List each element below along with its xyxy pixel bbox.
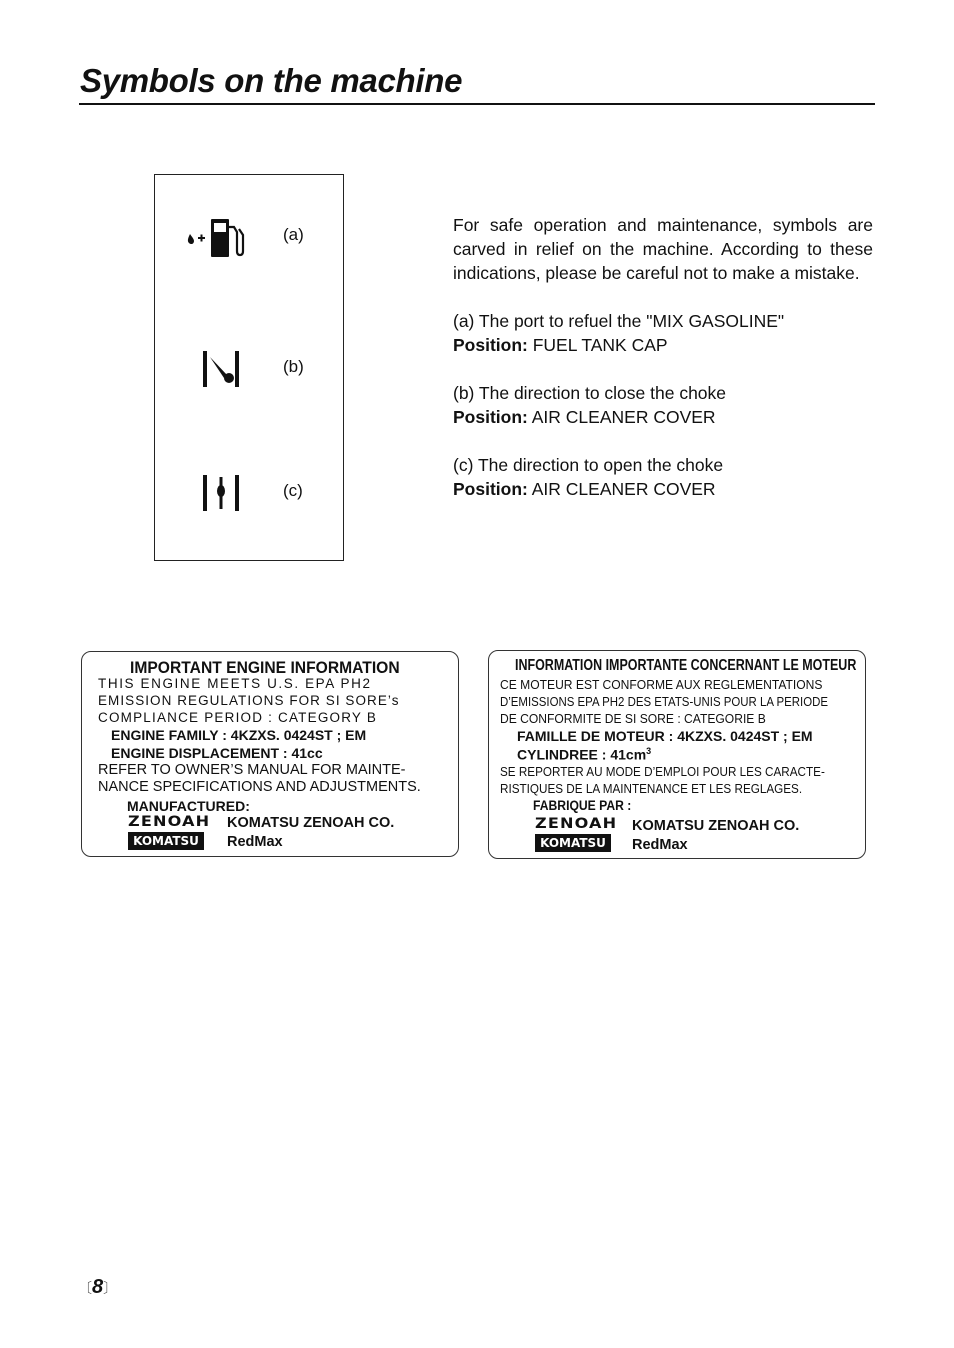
page-title: Symbols on the machine: [80, 62, 463, 99]
brand-name: RedMax: [632, 837, 688, 853]
item-b-position: [453, 405, 873, 429]
symbol-label-c: (c): [283, 481, 303, 500]
engine-info-label-en: [81, 651, 459, 857]
engine-info-label-fr: [488, 650, 866, 859]
label-refer-line: SE REPORTER AU MODE D’EMPLOI POUR LES CARACTE-: [500, 764, 825, 779]
title-rule: [79, 103, 875, 105]
label-line: CE MOTEUR EST CONFORME AUX REGLEMENTATIONS: [500, 677, 823, 692]
engine-displacement: CYLINDREE : $41cm^3$: [517, 746, 652, 763]
engine-displacement: ENGINE DISPLACEMENT : 41cc: [111, 745, 323, 761]
label-line: THIS ENGINE MEETS U.S. EPA PH2: [98, 676, 372, 691]
fuel-mix-icon: [185, 215, 247, 261]
symbol-label-b: (b): [283, 357, 304, 376]
item-a-text: (a) The port to refuel the "MIX GASOLINE": [453, 311, 785, 331]
label-line: D’EMISSIONS EPA PH2 DES ETATS-UNIS POUR LA PERIODE: [500, 694, 829, 709]
zenoah-logo: ZENOAH: [535, 816, 618, 832]
item-b-text: (b) The direction to close the choke: [453, 383, 727, 403]
company-name: KOMATSU ZENOAH CO.: [632, 818, 800, 834]
zenoah-logo: ZENOAH: [128, 814, 211, 830]
position-label: Position:: [453, 335, 528, 355]
item-c-text: (c) The direction to open the choke: [453, 455, 724, 475]
intro-paragraph: For safe operation and maintenance, symbols are carved in relief on the machine. According to these indications, please be careful not to make a mistake.: [453, 215, 873, 283]
manufactured-label: MANUFACTURED:: [127, 798, 250, 814]
komatsu-logo: KOMATSU: [535, 834, 611, 852]
position-value: FUEL TANK CAP: [527, 335, 668, 355]
symbol-label-a: (a): [283, 225, 304, 244]
label-refer-line: RISTIQUES DE LA MAINTENANCE ET LES REGLAGES.: [500, 781, 803, 796]
item-a-position: [453, 333, 873, 357]
label-refer-line: REFER TO OWNER’S MANUAL FOR MAINTE-: [98, 762, 406, 778]
engine-family: FAMILLE DE MOTEUR : 4KZXS. 0424ST ; EM: [517, 728, 813, 744]
symbol-description: [453, 213, 873, 501]
label-refer-line: NANCE SPECIFICATIONS AND ADJUSTMENTS.: [98, 779, 421, 795]
choke-close-icon: [201, 349, 243, 389]
position-label: Position:: [453, 479, 528, 499]
brand-name: RedMax: [227, 834, 283, 850]
label-heading: IMPORTANT ENGINE INFORMATION: [130, 658, 400, 677]
komatsu-logo: KOMATSU: [128, 832, 204, 850]
position-label: Position:: [453, 407, 528, 427]
label-heading: INFORMATION IMPORTANTE CONCERNANT LE MOTEUR: [515, 657, 857, 674]
label-line: DE CONFORMITE DE SI SORE : CATEGORIE B: [500, 711, 766, 726]
symbol-panel: [154, 174, 344, 561]
choke-open-icon: [201, 473, 243, 513]
label-line: EMISSION REGULATIONS FOR SI SORE’s: [98, 693, 400, 708]
engine-family: ENGINE FAMILY : 4KZXS. 0424ST ; EM: [111, 727, 367, 743]
manufactured-label: FABRIQUE PAR :: [533, 798, 632, 813]
position-value: AIR CLEANER COVER: [527, 479, 716, 499]
position-value: AIR CLEANER COVER: [527, 407, 716, 427]
label-line: COMPLIANCE PERIOD : CATEGORY B: [98, 710, 378, 725]
superscript: 3: [646, 746, 652, 756]
company-name: KOMATSU ZENOAH CO.: [227, 815, 395, 831]
item-c-position: [453, 477, 873, 501]
page-number: 〔8〕: [78, 1276, 118, 1298]
